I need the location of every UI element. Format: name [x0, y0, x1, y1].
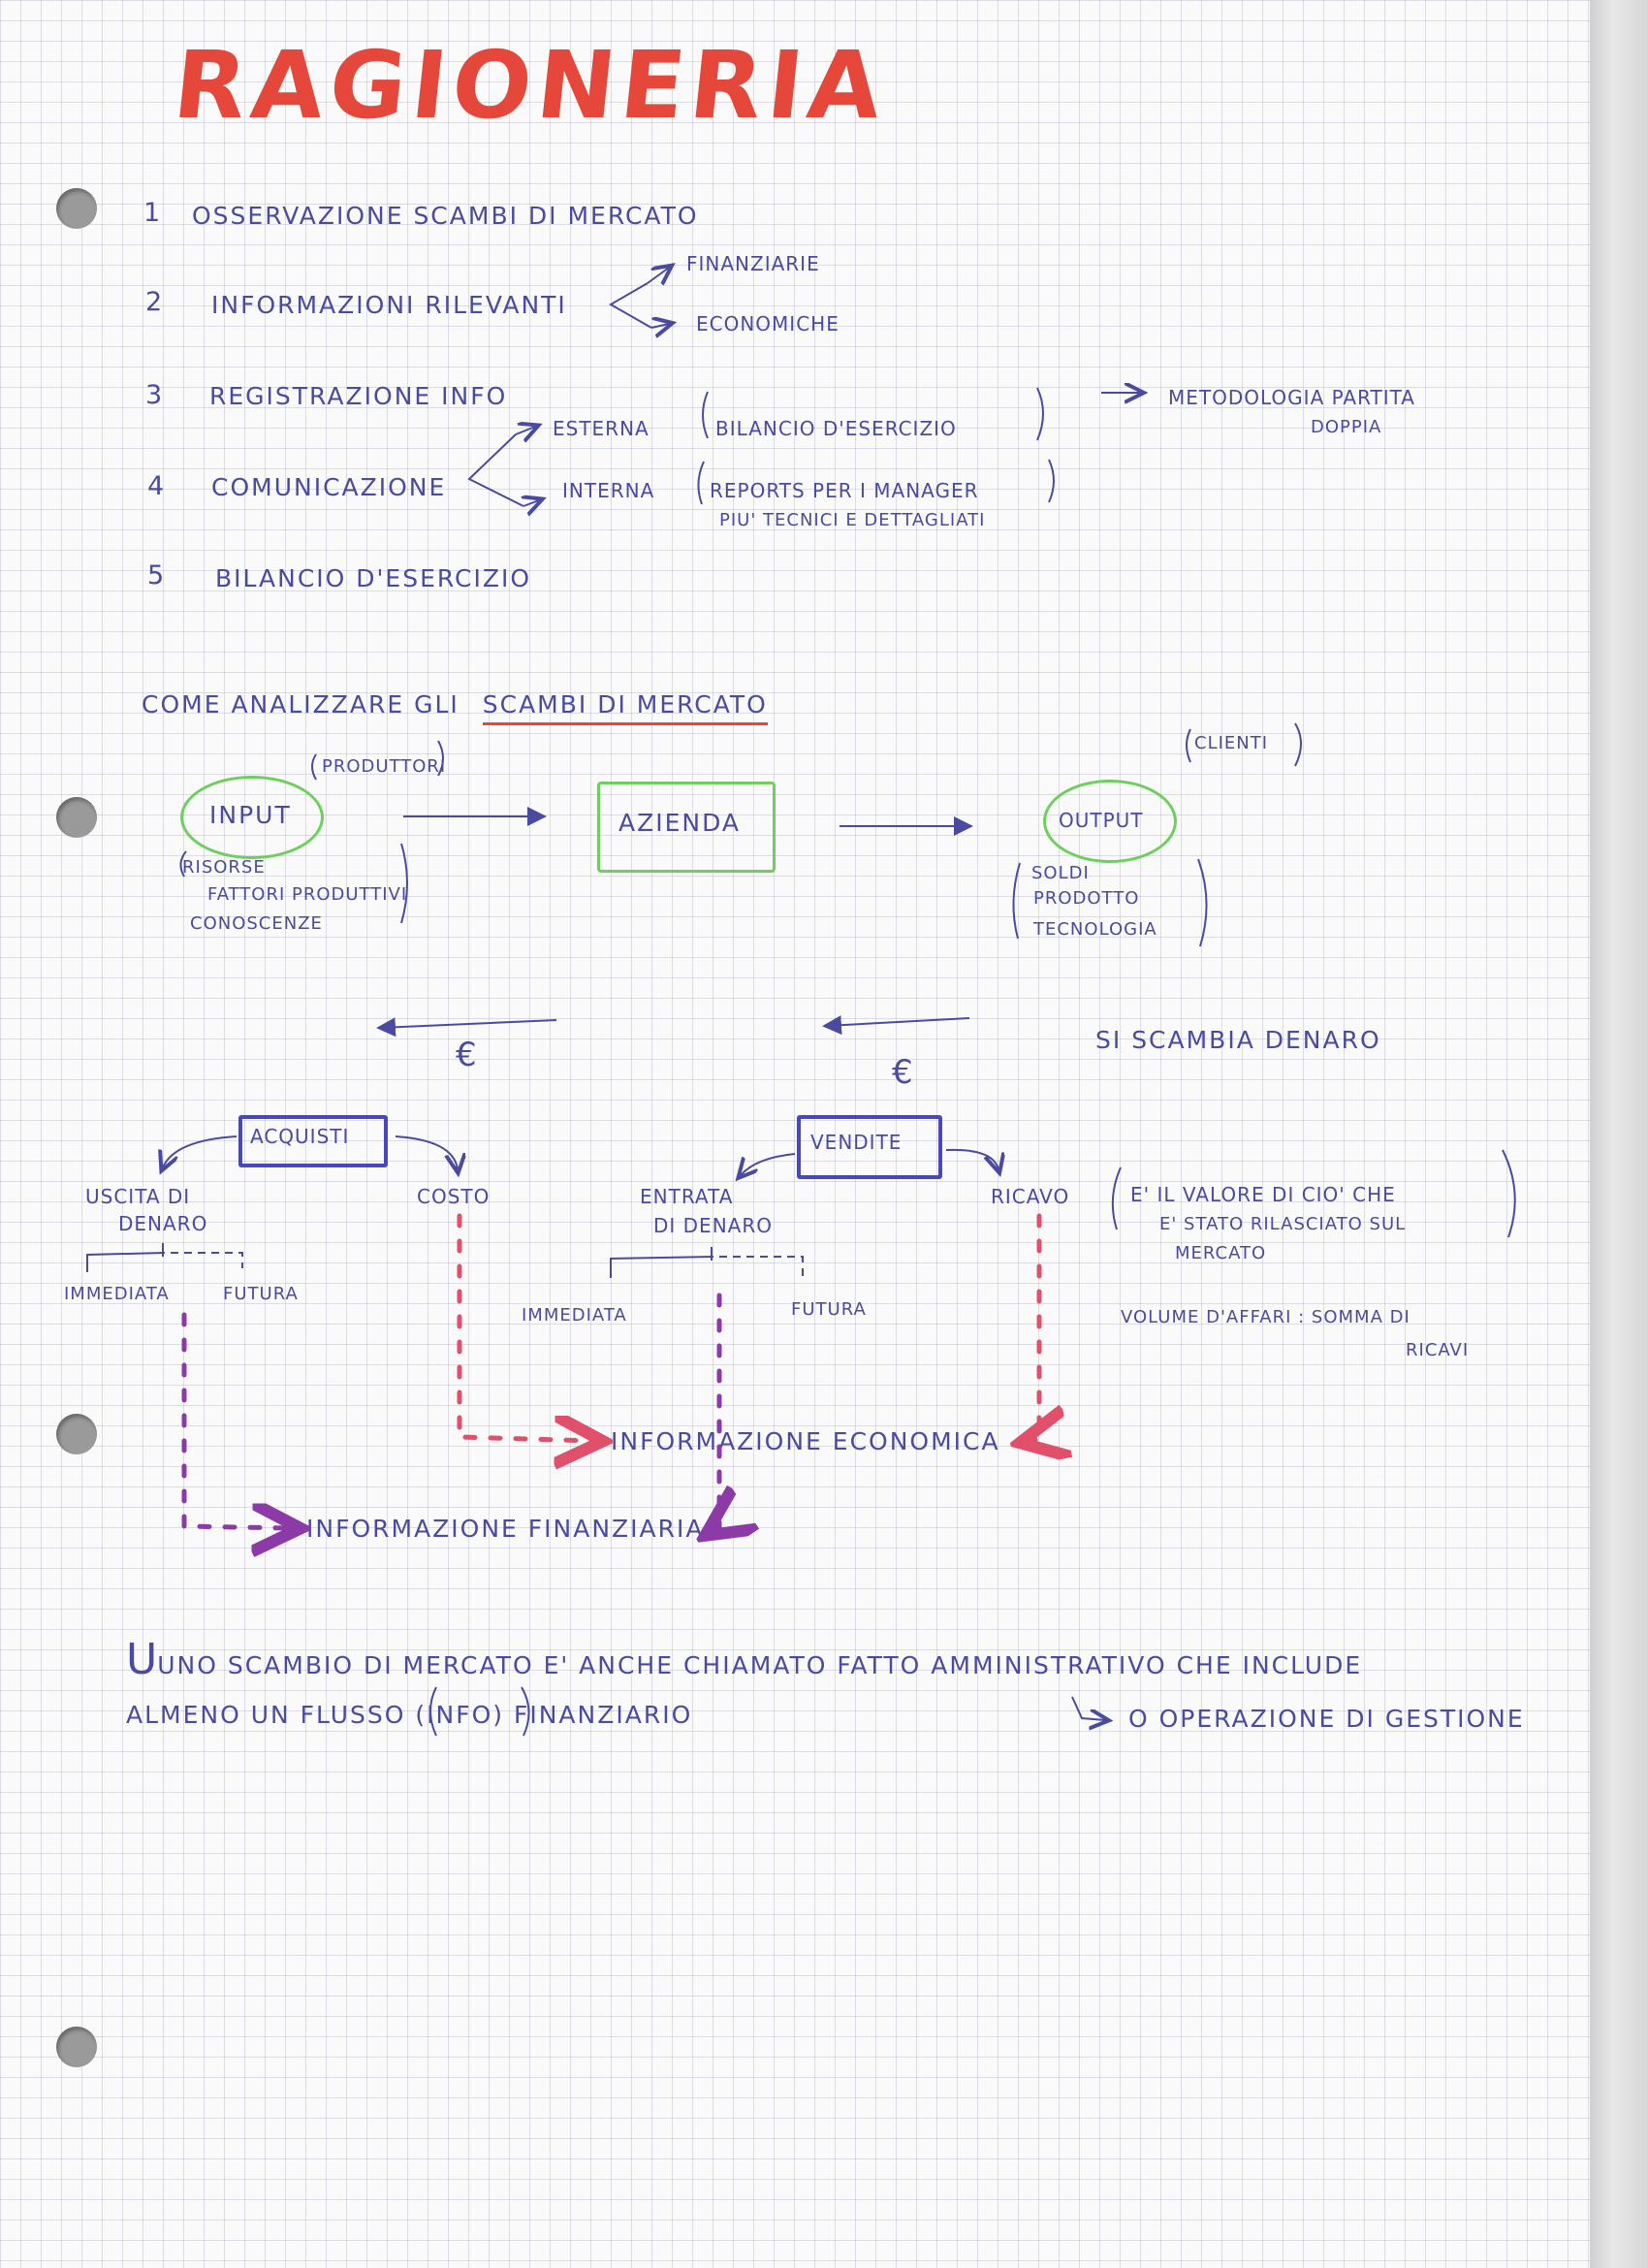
- info-type-economiche: ECONOMICHE: [696, 312, 840, 335]
- input-label: INPUT: [209, 801, 292, 829]
- list-item: COMUNICAZIONE: [211, 473, 447, 501]
- binder-hole: [56, 2027, 97, 2067]
- metodologia-text: METODOLOGIA PARTITA: [1168, 386, 1415, 409]
- list-item: OSSERVAZIONE SCAMBI DI MERCATO: [192, 202, 699, 230]
- section-heading: COME ANALIZZARE GLI SCAMBI DI MERCATO: [142, 690, 768, 719]
- ricavo-definition: E' IL VALORE DI CIO' CHE: [1130, 1183, 1396, 1206]
- output-label: OUTPUT: [1059, 809, 1144, 832]
- conclusion-line-2: ALMENO UN FLUSSO (INFO) FINANZIARIO: [126, 1701, 693, 1729]
- input-detail: FATTORI PRODUTTIVI: [207, 884, 408, 905]
- page-edge-shadow: [1590, 0, 1648, 2268]
- page-title: RAGIONERIA: [169, 31, 893, 140]
- acquisti-label: ACQUISTI: [250, 1125, 350, 1148]
- binder-hole: [56, 797, 97, 838]
- ricavo-definition-3: MERCATO: [1175, 1243, 1267, 1263]
- esterna-label: ESTERNA: [553, 417, 650, 440]
- entrata-label-2: DI DENARO: [653, 1214, 773, 1237]
- input-detail: RISORSE: [182, 857, 266, 878]
- list-number: 5: [147, 560, 167, 591]
- ricavo-label: RICAVO: [991, 1185, 1070, 1208]
- esterna-detail: BILANCIO D'ESERCIZIO: [715, 417, 957, 440]
- entrata-label: ENTRATA: [640, 1185, 734, 1208]
- uscita-label-2: DENARO: [118, 1212, 208, 1235]
- binder-hole: [56, 1414, 97, 1454]
- ricavo-definition-2: E' STATO RILASCIATO SUL: [1159, 1214, 1407, 1234]
- binder-hole: [56, 188, 97, 229]
- list-number: 2: [145, 287, 165, 317]
- conclusion-line-1: UUNO SCAMBIO DI MERCATO E' ANCHE CHIAMATO FATTO AMMINISTRATIVO CHE INCLUDE: [126, 1635, 1363, 1684]
- interna-detail-2: PIU' TECNICI E DETTAGLIATI: [719, 510, 986, 530]
- produttori-label: PRODUTTORI: [322, 756, 447, 777]
- vendite-label: VENDITE: [810, 1131, 903, 1154]
- list-item: INFORMAZIONI RILEVANTI: [211, 291, 567, 319]
- clienti-label: CLIENTI: [1194, 733, 1269, 753]
- informazione-finanziaria: INFORMAZIONE FINANZIARIA: [306, 1515, 705, 1543]
- volume-affari-2: RICAVI: [1406, 1340, 1470, 1360]
- vendite-futura: FUTURA: [791, 1299, 867, 1320]
- list-number: 4: [147, 471, 167, 501]
- interna-detail: REPORTS PER I MANAGER: [710, 479, 979, 502]
- vendite-immediata: IMMEDIATA: [522, 1305, 627, 1326]
- euro-symbol: €: [456, 1036, 479, 1074]
- section-heading-underlined: SCAMBI DI MERCATO: [483, 690, 768, 725]
- output-detail: TECNOLOGIA: [1033, 919, 1157, 940]
- costo-label: COSTO: [417, 1185, 491, 1208]
- volume-affari: VOLUME D'AFFARI : SOMMA DI: [1121, 1307, 1410, 1327]
- acquisti-futura: FUTURA: [223, 1284, 299, 1304]
- output-detail: SOLDI: [1031, 863, 1090, 883]
- euro-symbol: €: [892, 1053, 915, 1092]
- conclusion-side: O OPERAZIONE DI GESTIONE: [1128, 1705, 1525, 1733]
- list-number: 3: [145, 380, 165, 410]
- input-detail: CONOSCENZE: [190, 913, 323, 934]
- output-detail: PRODOTTO: [1033, 888, 1140, 909]
- metodologia-text-2: DOPPIA: [1311, 417, 1382, 437]
- interna-label: INTERNA: [562, 479, 655, 502]
- list-number: 1: [143, 198, 163, 228]
- uscita-label: USCITA DI: [85, 1185, 191, 1208]
- list-item: REGISTRAZIONE INFO: [209, 382, 508, 410]
- azienda-label: AZIENDA: [618, 809, 742, 837]
- info-type-finanziarie: FINANZIARIE: [686, 252, 820, 275]
- informazione-economica: INFORMAZIONE ECONOMICA: [611, 1427, 1000, 1455]
- list-item: BILANCIO D'ESERCIZIO: [215, 564, 531, 592]
- si-scambia-denaro: SI SCAMBIA DENARO: [1095, 1026, 1381, 1054]
- acquisti-immediata: IMMEDIATA: [64, 1284, 170, 1304]
